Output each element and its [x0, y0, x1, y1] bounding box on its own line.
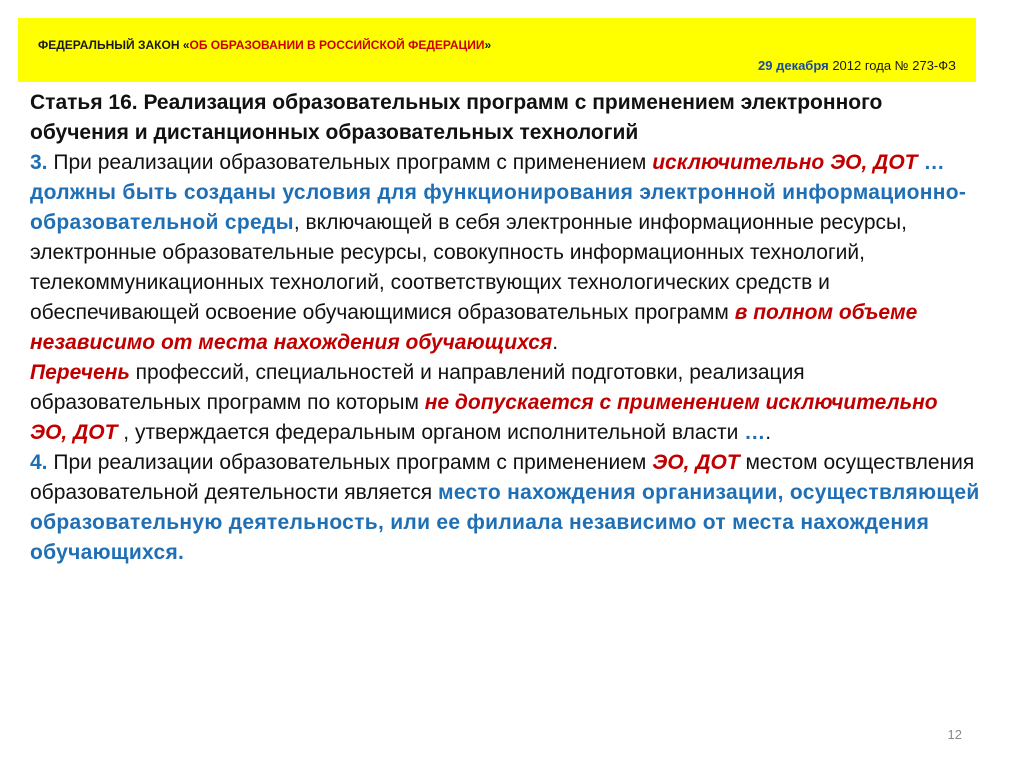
article-heading: Статья 16. Реализация образовательных программ с применением электронного обучения и дистанционных образовательных технологий — [30, 91, 883, 144]
paragraph-list — [30, 358, 980, 448]
law-date-day: 29 декабря — [758, 58, 829, 73]
paragraph-3-highlight: … должны быть созданы условия для функционирования электронной информационно-образовательной среды — [30, 151, 967, 234]
paragraph-list-emphasis-1: Перечень — [30, 361, 130, 384]
law-date — [758, 58, 956, 73]
law-date-rest: 2012 года № 273-ФЗ — [828, 58, 956, 73]
law-title — [38, 38, 491, 52]
paragraph-4-number: 4. — [30, 451, 48, 474]
law-title-prefix: ФЕДЕРАЛЬНЫЙ ЗАКОН « — [38, 38, 190, 52]
paragraph-3-number: 3. — [30, 151, 48, 174]
paragraph-3-text-1: При реализации образовательных программ с применением — [47, 151, 653, 174]
paragraph-4-text-2: местом осуществления образовательной деятельности является — [30, 451, 975, 504]
paragraph-3-emphasis-1: исключительно ЭО, ДОТ — [652, 151, 918, 174]
article-body — [30, 88, 980, 568]
paragraph-4-text-1: При реализации образовательных программ с применением — [47, 451, 653, 474]
paragraph-3-text-3: . — [552, 331, 559, 354]
paragraph-3-emphasis-2: в полном объеме независимо от места нахождения обучающихся — [30, 301, 918, 354]
paragraph-3-text-2: , включающей в себя электронные информационные ресурсы, электронные образовательные ресурсы, совокупность информационных технологий, телекоммуникационных технологий, соответствующих технологических средств и обеспечивающей освоение обучающимися образовательных программ — [30, 211, 907, 324]
paragraph-list-text-3: . — [765, 421, 772, 444]
law-title-suffix: » — [484, 38, 492, 52]
paragraph-list-emphasis-2: не допускается с применением исключительно ЭО, ДОТ — [30, 391, 938, 444]
paragraph-4 — [30, 448, 980, 568]
header-banner — [18, 18, 976, 82]
paragraph-list-ellipsis: … — [744, 421, 766, 444]
paragraph-3 — [30, 148, 980, 358]
page-number: 12 — [947, 727, 962, 742]
paragraph-4-emphasis: ЭО, ДОТ — [652, 451, 740, 474]
paragraph-4-highlight: место нахождения организации, осуществляющей образовательную деятельность, или ее филиала независимо от места нахождения обучающихся. — [30, 481, 980, 564]
paragraph-list-text-2: , утверждается федеральным органом исполнительной власти — [117, 421, 745, 444]
paragraph-list-text-1: профессий, специальностей и направлений подготовки, реализация образовательных программ по которым — [30, 361, 805, 414]
law-title-name: ОБ ОБРАЗОВАНИИ В РОССИЙСКОЙ ФЕДЕРАЦИИ — [189, 38, 485, 52]
